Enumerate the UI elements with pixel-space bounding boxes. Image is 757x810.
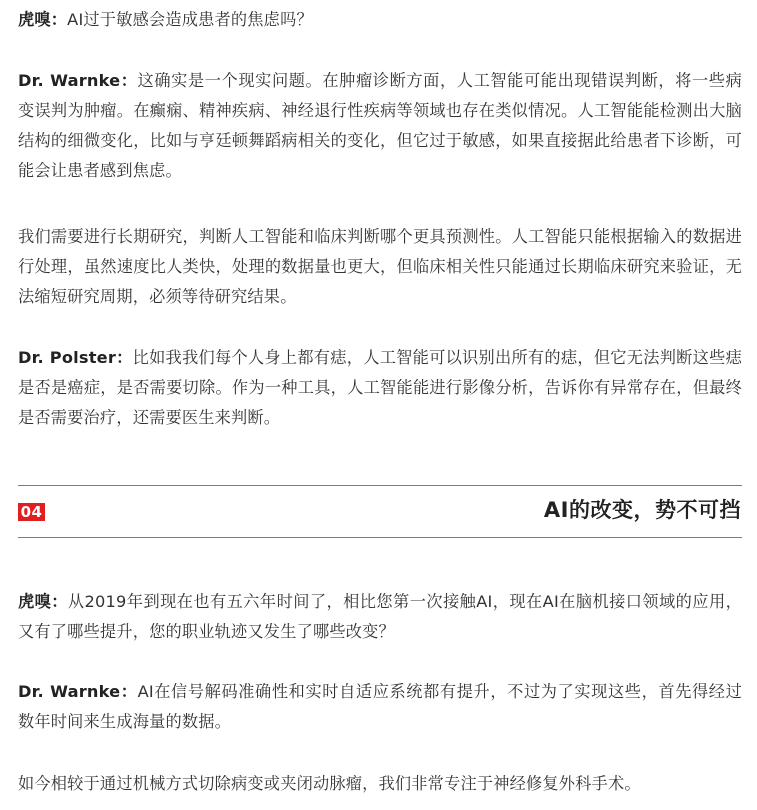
speaker-label: Dr. Polster： [18,348,133,367]
paragraph-text: 我们需要进行长期研究，判断人工智能和临床判断哪个更具预测性。人工智能只能根据输入的数据进行处理，虽然速度比人类快，处理的数据量也更大，但临床相关性只能通过长期临床研究来验证，无法缩短研究周期，必须等待研究结果。 [18,227,742,306]
section-number-badge: 04 [18,503,45,521]
paragraph-text: 这确实是一个现实问题。在肿瘤诊断方面，人工智能可能出现错误判断，将一些病变误判为肿瘤。在癫痫、精神疾病、神经退行性疾病等领域也存在类似情况。人工智能能检测出大脑结构的细微变化，比如与亨廷顿舞蹈病相关的变化，但它过于敏感，如果直接据此给患者下诊断，可能会让患者感到焦虑。 [18,71,742,180]
qa-answer-polster [18,343,742,433]
speaker-label: Dr. Warnke： [18,682,138,701]
section-title: AI的改变，势不可挡 [543,498,741,522]
speaker-label: 虎嗅： [18,10,68,29]
paragraph-text: AI在信号解码准确性和实时自适应系统都有提升，不过为了实现这些，首先得经过数年时间来生成海量的数据。 [18,682,742,731]
paragraph-text: 比如我我们每个人身上都有痣，人工智能可以识别出所有的痣，但它无法判断这些痣是否是癌症，是否需要切除。作为一种工具，人工智能能进行影像分析，告诉你有异常存在，但最终是否需要治疗，还需要医生来判断。 [18,348,742,427]
section-top-rule [18,485,742,486]
paragraph-text: AI过于敏感会造成患者的焦虑吗？ [67,10,313,29]
qa-question-2 [18,587,742,647]
qa-answer-warnke-1 [18,66,742,186]
section-bottom-rule [18,537,742,538]
paragraph-text: 从2019年到现在也有五六年时间了，相比您第一次接触AI，现在AI在脑机接口领域的应用，又有了哪些提升，您的职业轨迹又发生了哪些改变？ [18,592,742,641]
paragraph-neurosurgery [18,769,742,799]
speaker-label: Dr. Warnke： [18,71,138,90]
paragraph-research [18,222,742,312]
qa-question-1 [18,5,742,35]
qa-answer-warnke-2 [18,677,742,737]
speaker-label: 虎嗅： [18,592,68,611]
paragraph-text: 如今相较于通过机械方式切除病变或夹闭动脉瘤，我们非常专注于神经修复外科手术。 [18,774,641,793]
